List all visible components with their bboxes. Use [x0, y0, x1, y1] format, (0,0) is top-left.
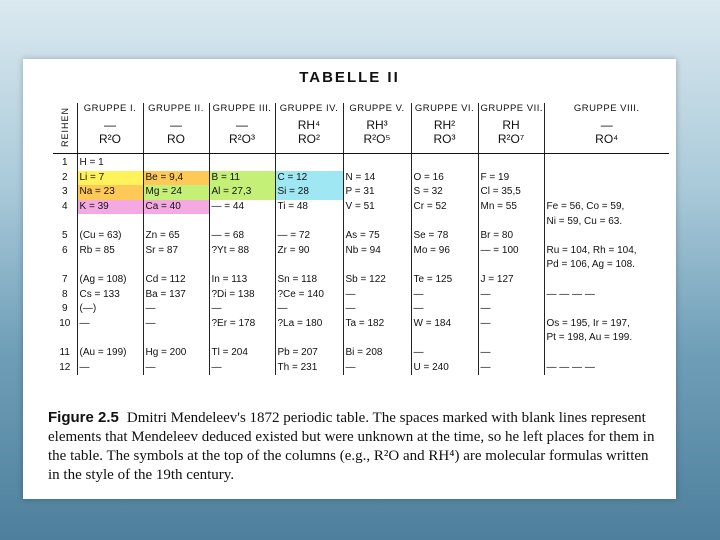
- element-cell: [411, 154, 478, 171]
- element-cell: [343, 258, 411, 273]
- element-cell: F = 19: [478, 171, 544, 186]
- row-number: [53, 214, 77, 229]
- table-row: [53, 154, 669, 171]
- table-row: [53, 171, 669, 186]
- table-row: [53, 273, 669, 288]
- element-cell: Na = 23: [77, 185, 143, 200]
- table-title: TABELLE II: [299, 69, 400, 86]
- element-cell: Zn = 65: [143, 229, 209, 244]
- element-cell: B = 11: [209, 171, 275, 186]
- element-cell: [143, 258, 209, 273]
- table-row: [53, 360, 669, 375]
- element-cell: [544, 229, 669, 244]
- element-cell: [411, 258, 478, 273]
- table-row: [53, 214, 669, 229]
- element-cell: [544, 171, 669, 186]
- group-oxide: RO³: [433, 132, 456, 146]
- element-cell: —: [478, 360, 544, 375]
- table-row: [53, 287, 669, 302]
- element-cell: —: [411, 302, 478, 317]
- element-cell: ?Yt = 88: [209, 244, 275, 259]
- element-cell: [77, 258, 143, 273]
- table-row: [53, 258, 669, 273]
- element-cell: — — — —: [544, 287, 669, 302]
- element-cell: Mn = 55: [478, 200, 544, 215]
- group-hydride: —: [104, 118, 116, 132]
- element-cell: (Au = 199): [77, 346, 143, 361]
- group-hydride: RH⁴: [297, 118, 321, 132]
- row-number: 11: [59, 347, 70, 359]
- group-hydride: RH: [502, 118, 520, 132]
- table-body: [53, 154, 669, 375]
- element-cell: —: [343, 360, 411, 375]
- element-cell: P = 31: [343, 185, 411, 200]
- element-cell: Mg = 24: [143, 185, 209, 200]
- element-cell: —: [143, 317, 209, 332]
- element-cell: U = 240: [411, 360, 478, 375]
- element-cell: S = 32: [411, 185, 478, 200]
- element-cell: —: [77, 317, 143, 332]
- element-cell: [143, 214, 209, 229]
- element-cell: —: [143, 360, 209, 375]
- group-oxide: R²O³: [229, 132, 255, 146]
- row-number: 7: [61, 274, 68, 286]
- element-cell: — — — —: [544, 360, 669, 375]
- group-oxide: R²O⁵: [363, 132, 391, 146]
- group-hydride: —: [236, 118, 248, 132]
- row-number: 2: [61, 171, 68, 183]
- row-number: 5: [61, 230, 68, 242]
- element-cell: —: [209, 360, 275, 375]
- element-cell: [343, 154, 411, 171]
- element-cell: (—): [77, 302, 143, 317]
- element-cell: —: [343, 287, 411, 302]
- element-cell: Hg = 200: [143, 346, 209, 361]
- element-cell: J = 127: [478, 273, 544, 288]
- figure-caption: [48, 409, 660, 485]
- element-cell: Cl = 35,5: [478, 185, 544, 200]
- group-oxide: R²O: [99, 132, 121, 146]
- element-cell: Sn = 118: [275, 273, 343, 288]
- element-cell: Be = 9,4: [143, 171, 209, 186]
- row-number: 4: [61, 201, 68, 213]
- table-row: [53, 346, 669, 361]
- table-row: [53, 302, 669, 317]
- periodic-table: [53, 103, 669, 375]
- group-name: GRUPPE II.: [148, 103, 204, 114]
- table-row: [53, 244, 669, 259]
- element-cell: [275, 331, 343, 346]
- group-hydride: RH³: [366, 118, 388, 132]
- group-header: [478, 103, 544, 154]
- group-name: GRUPPE IV.: [279, 103, 339, 114]
- group-hydride: RH²: [433, 118, 456, 132]
- element-cell: [544, 273, 669, 288]
- element-cell: As = 75: [343, 229, 411, 244]
- group-name: GRUPPE VI.: [414, 103, 475, 114]
- group-name: GRUPPE V.: [349, 103, 405, 114]
- element-cell: Al = 27,3: [209, 185, 275, 200]
- element-cell: Ba = 137: [143, 287, 209, 302]
- element-cell: H = 1: [77, 154, 143, 171]
- element-cell: Br = 80: [478, 229, 544, 244]
- group-header: [209, 103, 275, 154]
- element-cell: (Cu = 63): [77, 229, 143, 244]
- element-cell: —: [478, 302, 544, 317]
- element-cell: Te = 125: [411, 273, 478, 288]
- element-cell: Ta = 182: [343, 317, 411, 332]
- group-oxide: RO⁴: [595, 132, 619, 146]
- element-cell: [275, 154, 343, 171]
- group-header: [411, 103, 478, 154]
- group-header: [544, 103, 669, 154]
- element-cell: Sb = 122: [343, 273, 411, 288]
- element-cell: Li = 7: [77, 171, 143, 186]
- element-cell: [343, 331, 411, 346]
- element-cell: [478, 258, 544, 273]
- element-cell: Bi = 208: [343, 346, 411, 361]
- element-cell: Nb = 94: [343, 244, 411, 259]
- group-hydride: —: [170, 118, 182, 132]
- group-oxide: RO: [167, 132, 185, 146]
- reihen-label: REIHEN: [59, 107, 70, 148]
- element-cell: K = 39: [77, 200, 143, 215]
- element-cell: [544, 302, 669, 317]
- element-cell: — = 72: [275, 229, 343, 244]
- element-cell: Cd = 112: [143, 273, 209, 288]
- element-cell: [143, 331, 209, 346]
- element-cell: Ru = 104, Rh = 104,: [544, 244, 669, 259]
- element-cell: —: [275, 302, 343, 317]
- element-cell: Ti = 48: [275, 200, 343, 215]
- element-cell: Cr = 52: [411, 200, 478, 215]
- element-cell: [343, 214, 411, 229]
- element-cell: [544, 185, 669, 200]
- element-cell: [544, 346, 669, 361]
- group-name: GRUPPE III.: [212, 103, 272, 114]
- element-cell: Fe = 56, Co = 59,: [544, 200, 669, 215]
- group-oxide: RO²: [298, 132, 320, 146]
- table-row: [53, 317, 669, 332]
- row-number: 1: [61, 157, 68, 169]
- caption-text: Dmitri Mendeleev's 1872 periodic table. The spaces marked with blank lines represent elements that Mendeleev deduced existed but were unknown at the time, so he left places for them in the table. The symbols at the top of the columns (e.g., R²O and RH⁴) are molecular formulas written in the style of the 19th century.: [48, 410, 655, 483]
- element-cell: [77, 214, 143, 229]
- element-cell: —: [478, 287, 544, 302]
- element-cell: —: [143, 302, 209, 317]
- row-number: [53, 258, 77, 273]
- element-cell: Si = 28: [275, 185, 343, 200]
- table-row: [53, 229, 669, 244]
- element-cell: V = 51: [343, 200, 411, 215]
- figure-label: Figure 2.5: [48, 409, 119, 426]
- element-cell: —: [411, 346, 478, 361]
- element-cell: —: [77, 360, 143, 375]
- element-cell: ?Ce = 140: [275, 287, 343, 302]
- table-row: [53, 185, 669, 200]
- element-cell: [275, 214, 343, 229]
- element-cell: —: [478, 317, 544, 332]
- row-number: 12: [59, 361, 71, 373]
- element-cell: [478, 154, 544, 171]
- group-name: GRUPPE VIII.: [573, 103, 640, 114]
- element-cell: ?La = 180: [275, 317, 343, 332]
- group-name: GRUPPE VII.: [480, 103, 544, 114]
- element-cell: — = 100: [478, 244, 544, 259]
- element-cell: ?Di = 138: [209, 287, 275, 302]
- figure-card: [23, 59, 676, 499]
- group-header: [77, 103, 143, 154]
- group-hydride: —: [600, 118, 613, 132]
- element-cell: [275, 258, 343, 273]
- element-cell: Os = 195, Ir = 197,: [544, 317, 669, 332]
- element-cell: [478, 331, 544, 346]
- element-cell: ?Er = 178: [209, 317, 275, 332]
- element-cell: In = 113: [209, 273, 275, 288]
- element-cell: [209, 258, 275, 273]
- element-cell: Ni = 59, Cu = 63.: [544, 214, 669, 229]
- row-number: [53, 331, 77, 346]
- group-name: GRUPPE I.: [83, 103, 137, 114]
- element-cell: (Ag = 108): [77, 273, 143, 288]
- element-cell: Zr = 90: [275, 244, 343, 259]
- element-cell: [209, 331, 275, 346]
- row-number: 10: [59, 317, 71, 329]
- element-cell: Cs = 133: [77, 287, 143, 302]
- element-cell: Mo = 96: [411, 244, 478, 259]
- element-cell: Ca = 40: [143, 200, 209, 215]
- element-cell: C = 12: [275, 171, 343, 186]
- group-header: [343, 103, 411, 154]
- element-cell: W = 184: [411, 317, 478, 332]
- row-number: 9: [61, 303, 68, 315]
- group-header: [275, 103, 343, 154]
- group-oxide: R²O⁷: [497, 132, 525, 146]
- element-cell: Sr = 87: [143, 244, 209, 259]
- element-cell: —: [343, 302, 411, 317]
- element-cell: [209, 154, 275, 171]
- element-cell: [77, 331, 143, 346]
- element-cell: —: [478, 346, 544, 361]
- element-cell: [143, 154, 209, 171]
- table-row: [53, 331, 669, 346]
- element-cell: O = 16: [411, 171, 478, 186]
- element-cell: Tl = 204: [209, 346, 275, 361]
- element-cell: — = 68: [209, 229, 275, 244]
- group-header: [143, 103, 209, 154]
- element-cell: —: [209, 302, 275, 317]
- element-cell: — = 44: [209, 200, 275, 215]
- element-cell: [411, 331, 478, 346]
- element-cell: —: [411, 287, 478, 302]
- element-cell: [478, 214, 544, 229]
- reihen-header: [53, 103, 77, 154]
- element-cell: [544, 154, 669, 171]
- table-row: [53, 200, 669, 215]
- element-cell: N = 14: [343, 171, 411, 186]
- element-cell: Se = 78: [411, 229, 478, 244]
- row-number: 3: [61, 186, 68, 198]
- element-cell: [411, 214, 478, 229]
- element-cell: Pb = 207: [275, 346, 343, 361]
- row-number: 6: [61, 244, 68, 256]
- element-cell: Rb = 85: [77, 244, 143, 259]
- group-header-row: [53, 103, 669, 154]
- element-cell: [209, 214, 275, 229]
- row-number: 8: [61, 288, 68, 300]
- element-cell: Th = 231: [275, 360, 343, 375]
- element-cell: Pd = 106, Ag = 108.: [544, 258, 669, 273]
- element-cell: Pt = 198, Au = 199.: [544, 331, 669, 346]
